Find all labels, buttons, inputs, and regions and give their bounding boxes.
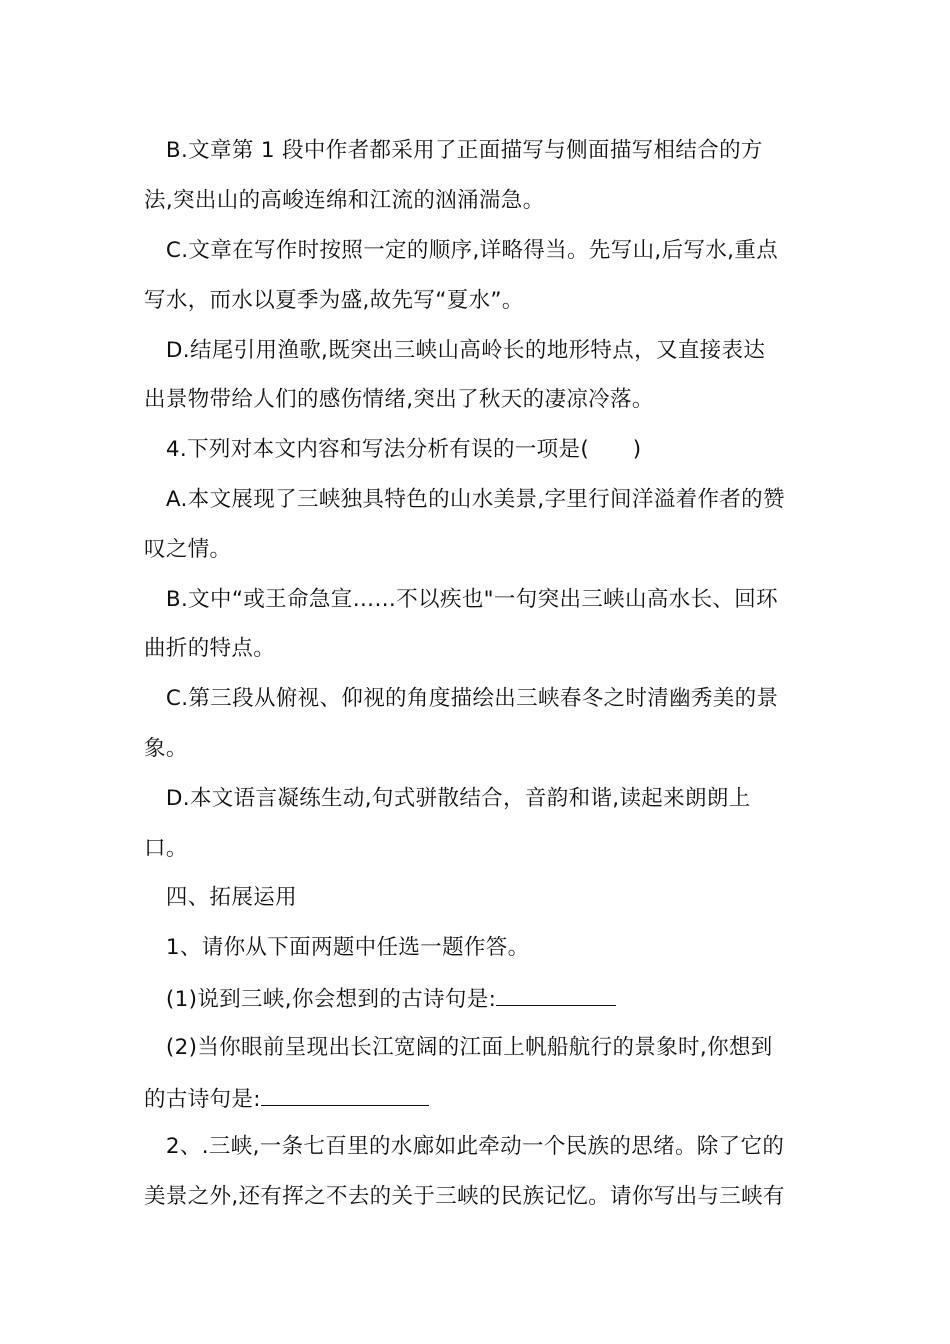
task-1-item-2-text: 的古诗句是:	[144, 1087, 261, 1112]
task-1-item-1-text: (1)说到三峡,你会想到的古诗句是:	[144, 987, 497, 1012]
answer-blank-1[interactable]	[496, 983, 616, 1006]
task-1-item-2-line-2	[144, 1083, 429, 1115]
section-heading: 四、拓展运用	[144, 885, 297, 910]
q4-option-c-line-2: 象。	[144, 736, 188, 761]
option-d-line-2: 出景物带给人们的感伤情绪,突出了秋天的凄凉冷落。	[144, 387, 654, 412]
q4-option-b-line-1: B.文中“或王命急宣……不以疾也"一句突出三峡山高水长、回环	[144, 587, 778, 612]
option-c-line-2: 写水，而水以夏季为盛,故先写“夏水”。	[144, 288, 524, 313]
q4-option-b-line-2: 曲折的特点。	[144, 636, 276, 661]
option-b-line-1: B.文章第 1 段中作者都采用了正面描写与侧面描写相结合的方	[144, 138, 763, 163]
option-b-line-2: 法,突出山的高峻连绵和江流的汹涌湍急。	[144, 188, 545, 213]
option-c-line-1: C.文章在写作时按照一定的顺序,详略得当。先写山,后写水,重点	[144, 238, 779, 263]
question-4: 4.下列对本文内容和写法分析有误的一项是( )	[144, 437, 642, 462]
task-2-line-2: 美景之外,还有挥之不去的关于三峡的民族记忆。请你写出与三峡有	[144, 1184, 785, 1209]
q4-option-d-line-1: D.本文语言凝练生动,句式骈散结合，音韵和谐,读起来朗朗上	[144, 786, 751, 811]
task-1: 1、请你从下面两题中任选一题作答。	[144, 935, 530, 960]
q4-option-c-line-1: C.第三段从俯视、仰视的角度描绘出三峡春冬之时清幽秀美的景	[144, 686, 779, 711]
answer-blank-2[interactable]	[261, 1083, 429, 1106]
q4-option-a-line-1: A.本文展现了三峡独具特色的山水美景,字里行间洋溢着作者的赞	[144, 487, 785, 512]
task-2-line-1: 2、.三峡,一条七百里的水廊如此牵动一个民族的思绪。除了它的	[144, 1134, 785, 1159]
task-1-item-1	[144, 983, 616, 1015]
option-d-line-1: D.结尾引用渔歌,既突出三峡山高岭长的地形特点，又直接表达	[144, 338, 766, 363]
q4-option-d-line-2: 口。	[144, 836, 188, 861]
q4-option-a-line-2: 叹之情。	[144, 537, 232, 562]
task-1-item-2-line-1: (2)当你眼前呈现出长江宽阔的江面上帆船航行的景象时,你想到	[144, 1035, 773, 1060]
